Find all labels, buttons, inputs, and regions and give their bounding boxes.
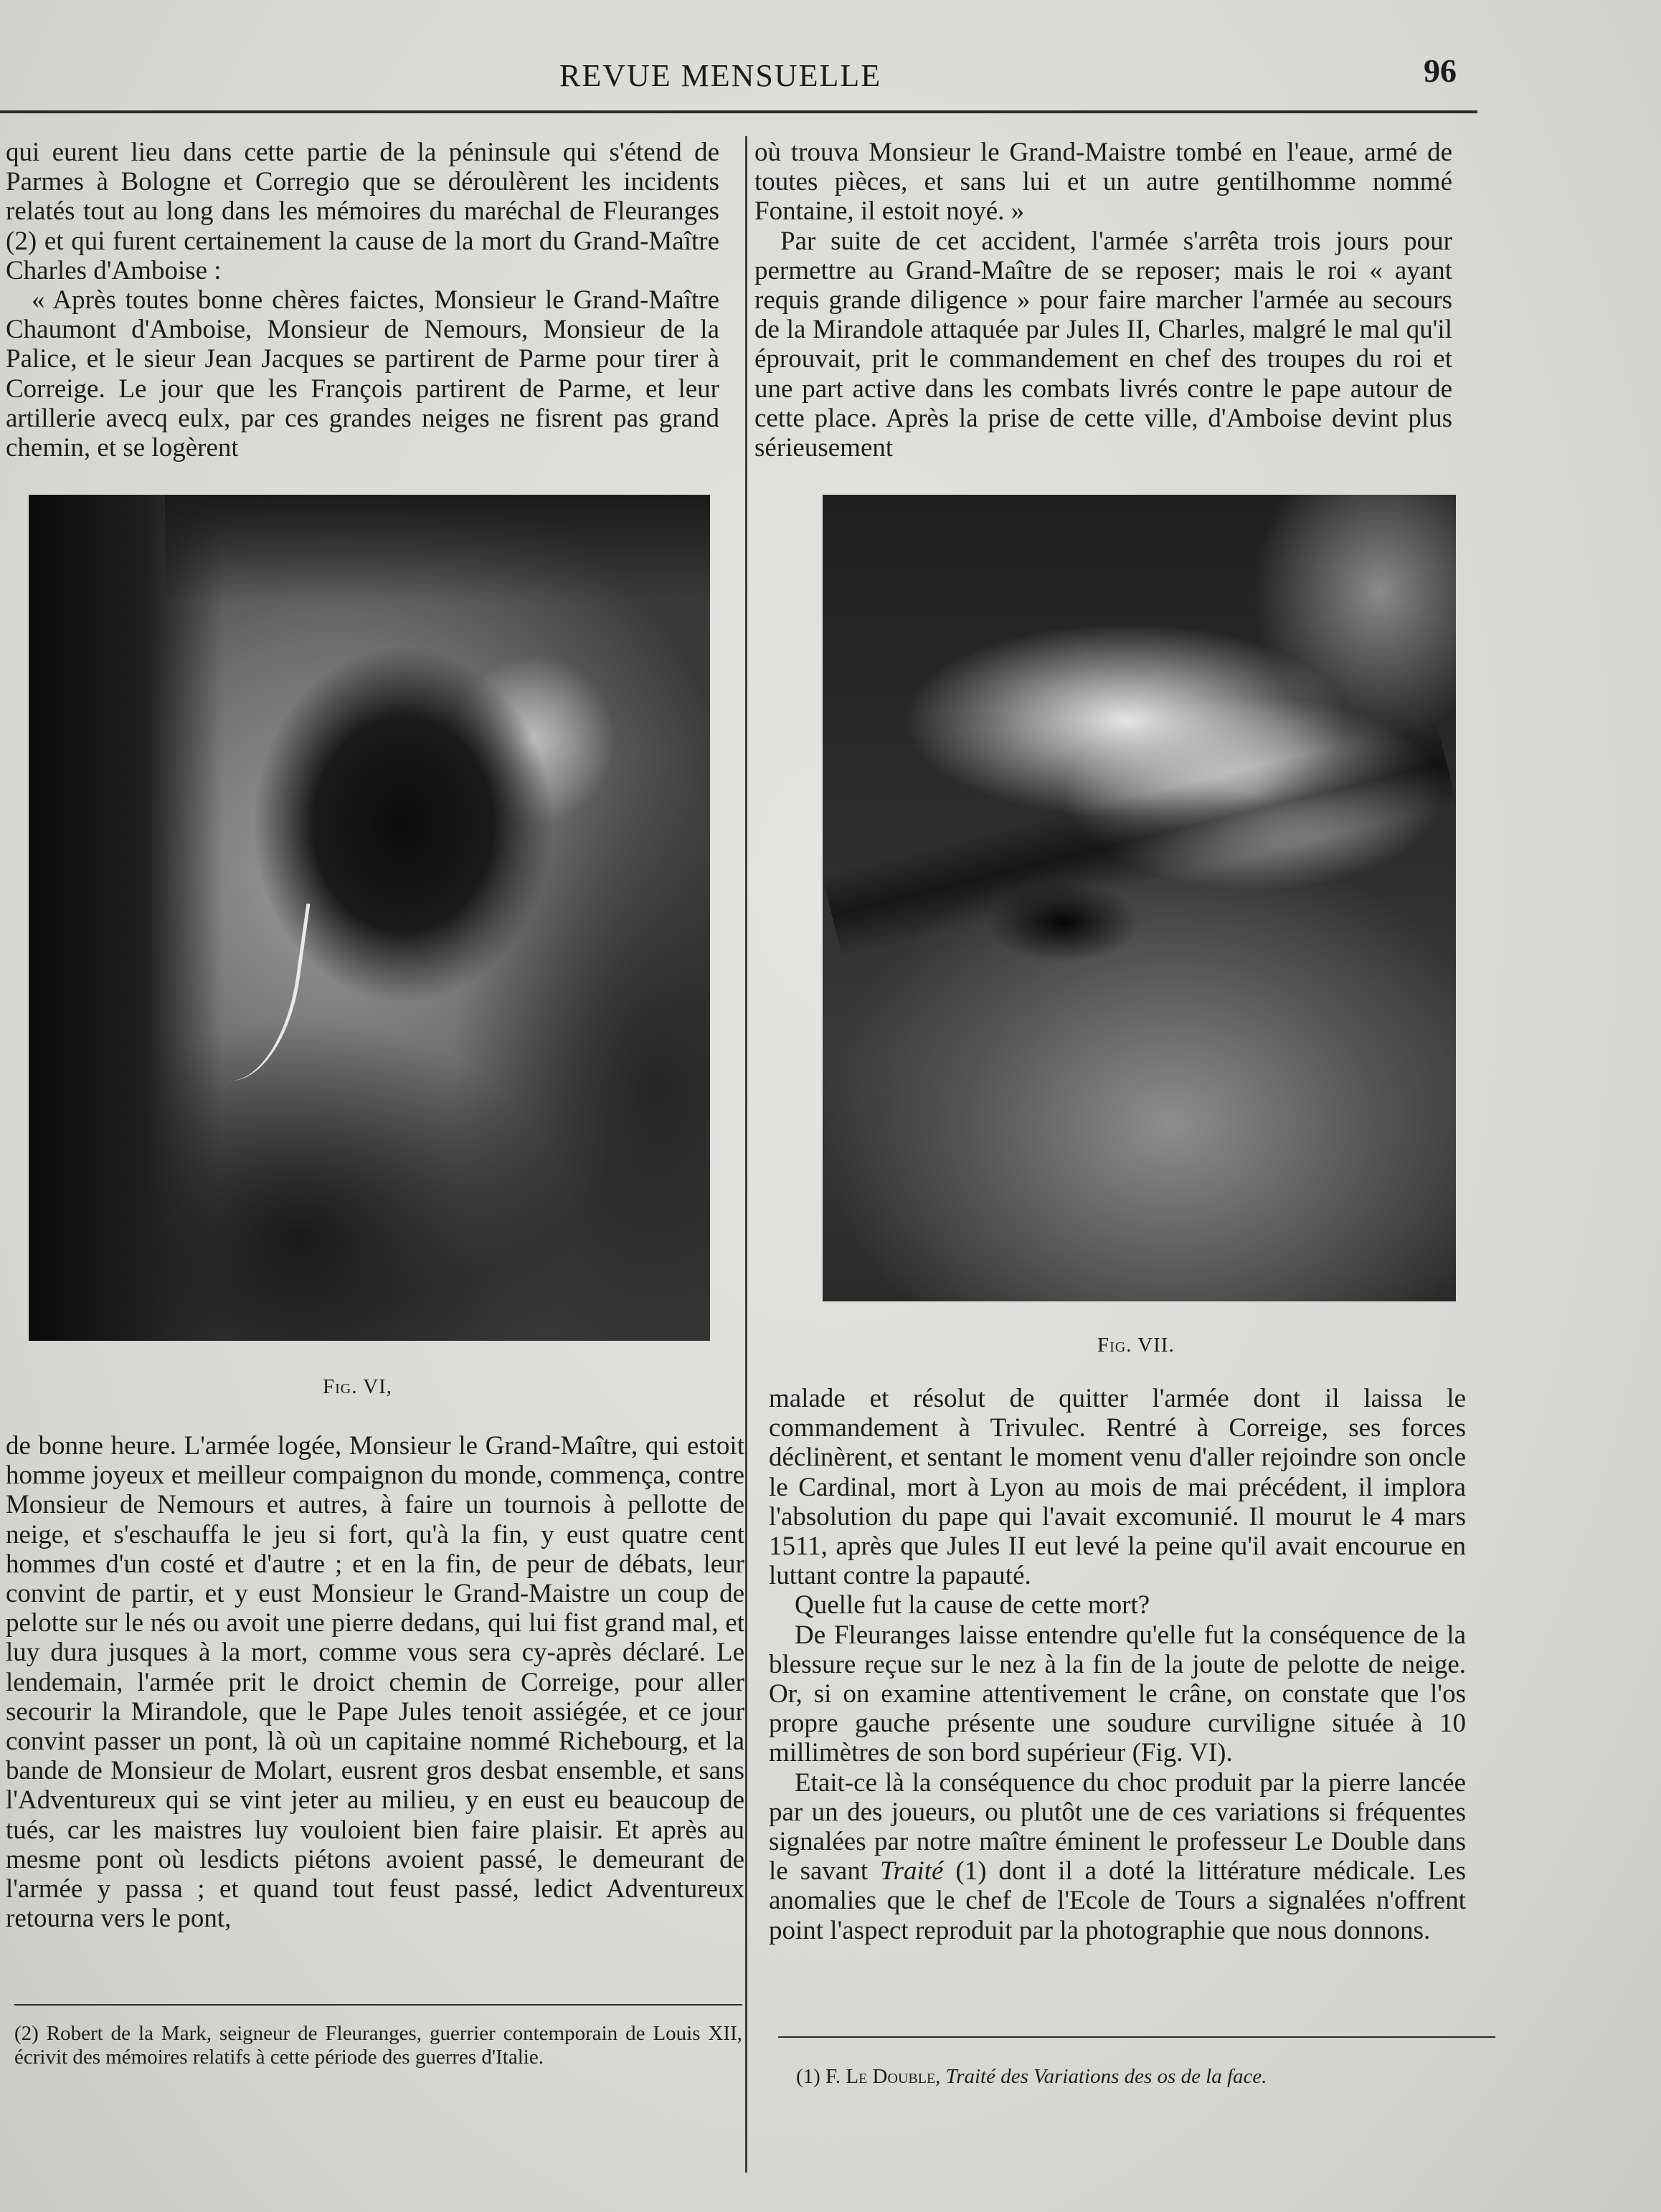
footnote-right: (1) F. Le Double, Traité des Variations des os de la face. (796, 2065, 1267, 2088)
footnote-left: (2) Robert de la Mark, seigneur de Fleuranges, guerrier contemporain de Louis XII, écrivit des mémoires relatifs à cette période des guerres d'Italie. (14, 2022, 742, 2069)
paragraph: Quelle fut la cause de cette mort? (795, 1590, 1150, 1620)
right-column-top-text (754, 138, 1452, 462)
paragraph: « Après toutes bonne chères faictes, Monsieur le Grand-Maître Chaumont d'Amboise, Monsieur de Nemours, Monsieur de la Palice, et le sieur Jean Jacques se partirent de Parme pour tirer à Correige. Le jour que les François partirent de Parme, et leur artillerie avecq eulx, par ces grandes neiges ne fisrent pas grand chemin, et se logèrent (6, 285, 719, 463)
footnote-rule-right (778, 2036, 1495, 2038)
treatise-title: Traité (880, 1856, 944, 1886)
figure-vii-caption: Fig. VII. (1097, 1334, 1175, 1357)
page-number: 96 (1424, 52, 1457, 89)
figure-vii-photo (823, 495, 1456, 1301)
running-title: REVUE MENSUELLE (559, 58, 882, 93)
paragraph: qui eurent lieu dans cette partie de la péninsule qui s'étend de Parmes à Bologne et Corregio que se déroulèrent les incidents relatés tout au long dans les mémoires du maréchal de Fleuranges (2) et qui furent certainement la cause de la mort du Grand-Maître Charles d'Amboise : (6, 138, 719, 285)
footnote-rule-left (14, 2004, 742, 2005)
figure-vi-photo (29, 495, 710, 1341)
left-column-top-text (6, 138, 719, 462)
right-column-bottom-text (769, 1384, 1466, 1945)
paragraph: Par suite de cet accident, l'armée s'arrêta trois jours pour permettre au Grand-Maître de se reposer; mais le roi « ayant requis grande diligence » pour faire marcher l'armée au secours de la Mirandole attaquée par Jules II, Charles, malgré le mal qu'il éprouvait, prit le commandement en chef des troupes du roi et une part active dans les combats livrés contre le pape autour de cette place. Après la prise de cette ville, d'Amboise devint plus sérieusement (754, 226, 1452, 463)
paragraph: Etait-ce là la conséquence du choc produit par la pierre lancée par un des joueurs, ou plutôt une de ces variations si fréquentes signalées par notre maître éminent le professeur Le Double dans le savant Traité (1) dont il a doté la littérature médicale. Les anomalies que le chef de l'Ecole de Tours a signalées n'offrent point l'aspect reproduit par la photographie que nous donnons. (769, 1767, 1466, 1945)
column-rule (745, 136, 747, 2173)
author-name: Le Double (846, 2065, 936, 2088)
paragraph: malade et résolut de quitter l'armée dont il laissa le commandement à Trivulec. Rentré à Correige, ses forces déclinèrent, et sentant le moment venu d'aller rejoindre son oncle le Cardinal, mort à Lyon au mois de mai précédent, il implora l'absolution du pape qui l'avait excomunié. Il mourut le 4 mars 1511, après que Jules II eut levé la peine qu'il avait encourue en luttant contre la papauté. (769, 1384, 1466, 1591)
header-rule (0, 110, 1477, 113)
paragraph: De Fleuranges laisse entendre qu'elle fut la conséquence de la blessure reçue sur le nez à la fin de la joute de pelotte de neige. Or, si on examine attentivement le crâne, on constate que l'os propre gauche présente une soudure curviligne située à 10 millimètres de son bord supérieur (Fig. VI). (769, 1620, 1466, 1768)
paragraph: où trouva Monsieur le Grand-Maistre tombé en l'eaue, armé de toutes pièces, et sans lui et un autre gentilhomme nommé Fontaine, il estoit noyé. » (754, 138, 1452, 227)
running-head (0, 52, 1661, 95)
paragraph: de bonne heure. L'armée logée, Monsieur le Grand-Maître, qui estoit homme joyeux et meilleur compaignon du monde, commença, contre Monsieur de Nemours et autres, à faire un tournois à pellotte de neige, et s'eschauffa le jeu si fort, qu'à la fin, y eust quatre cent hommes d'un costé et d'autre ; et en la fin, de peur de débats, leur convint de partir, et y eust Monsieur le Grand-Maistre un coup de pelotte sur le nés ou avoit une pierre dedans, qui lui fist grand mal, et luy dura jusques à la mort, comme vous sera cy-après déclaré. Le lendemain, l'armée prit le droict chemin de Correige, pour aller secourir la Mirandole, que le Pape Jules tenoit assiégée, et ce jour convint passer un pont, là où un capitaine nommé Richebourg, et la bande de Monsieur de Molart, eusrent gros desbat ensemble, et sans l'Adventureux qui se vint jeter au milieu, y en eust eu beaucoup de tués, car les maistres luy vouloient bien faire plaisir. Et après au mesme pont où lesdicts piétons avoient passé, le demeurant de l'armée y passa ; et quand tout feust passé, ledict Adventureux retourna vers le pont, (6, 1431, 744, 1934)
reference-title: Traité des Variations des os de la face. (945, 2065, 1267, 2088)
figure-vi-caption: Fig. VI, (323, 1375, 393, 1398)
left-column-bottom-text (6, 1431, 744, 1933)
